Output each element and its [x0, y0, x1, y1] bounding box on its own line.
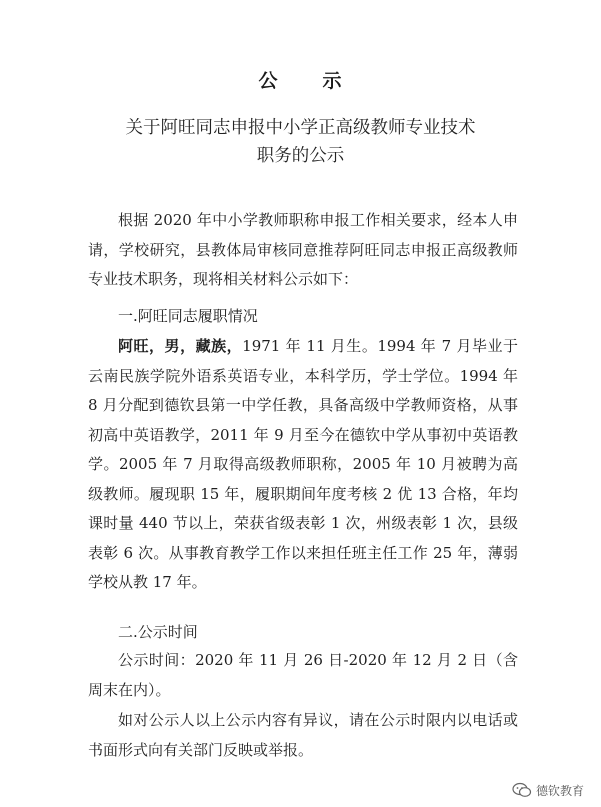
heading-char-1: 公 [258, 70, 279, 92]
subtitle-line-2: 职务的公示 [256, 146, 345, 166]
closing-paragraph: 如对公示人以上公示内容有异议，请在公示时限内以电话或书面形式向有关部门反映或举报。 [88, 711, 518, 759]
heading-char-2: 示 [322, 70, 343, 92]
section-1-title: 一.阿旺同志履职情况 [118, 307, 258, 325]
watermark-label: 德钦教育 [536, 783, 585, 798]
notice-heading [0, 66, 601, 93]
section-2-paragraph: 公示时间：2020 年 11 月 26 日-2020 年 12 月 2 日（含周末在内）。 [88, 651, 518, 699]
section-1-paragraph [88, 332, 518, 598]
section-2-title: 二.公示时间 [118, 623, 198, 641]
subtitle-line-1: 关于阿旺同志申报中小学正高级教师专业技术 [125, 118, 476, 138]
account-watermark [512, 779, 584, 801]
intro-paragraph: 根据 2020 年中小学教师职称申报工作相关要求，经本人申请，学校研究，县教体局审核同意推荐阿旺同志申报正高级教师专业技术职务，现将相关材料公示如下： [88, 211, 518, 288]
notice-subtitle [0, 114, 601, 170]
wechat-icon [512, 782, 532, 798]
section-1-lead: 阿旺，男，藏族， [118, 337, 243, 355]
section-1-text: 1971 年 11 月生。1994 年 7 月毕业于云南民族学院外语系英语专业，本科学历，学士学位。1994 年 8 月分配到德钦县第一中学任教，具备高级中学教师资格，从事初高中英语教学，2011 年 9 月至今在德钦中学从事初中英语教学。2005 年 7 月取得高级教师职称，2005 年 10 月被聘为高级教师。履现职 15 年，履职期间年度考核 2 优 13 合格，年均课时量 440 节以上，荣获省级表彰 1 次，州级表彰 1 次，县级表彰 6 次。从事教育教学工作以来担任班主任工作 25 年，薄弱学校从教 17 年。 [88, 337, 518, 591]
